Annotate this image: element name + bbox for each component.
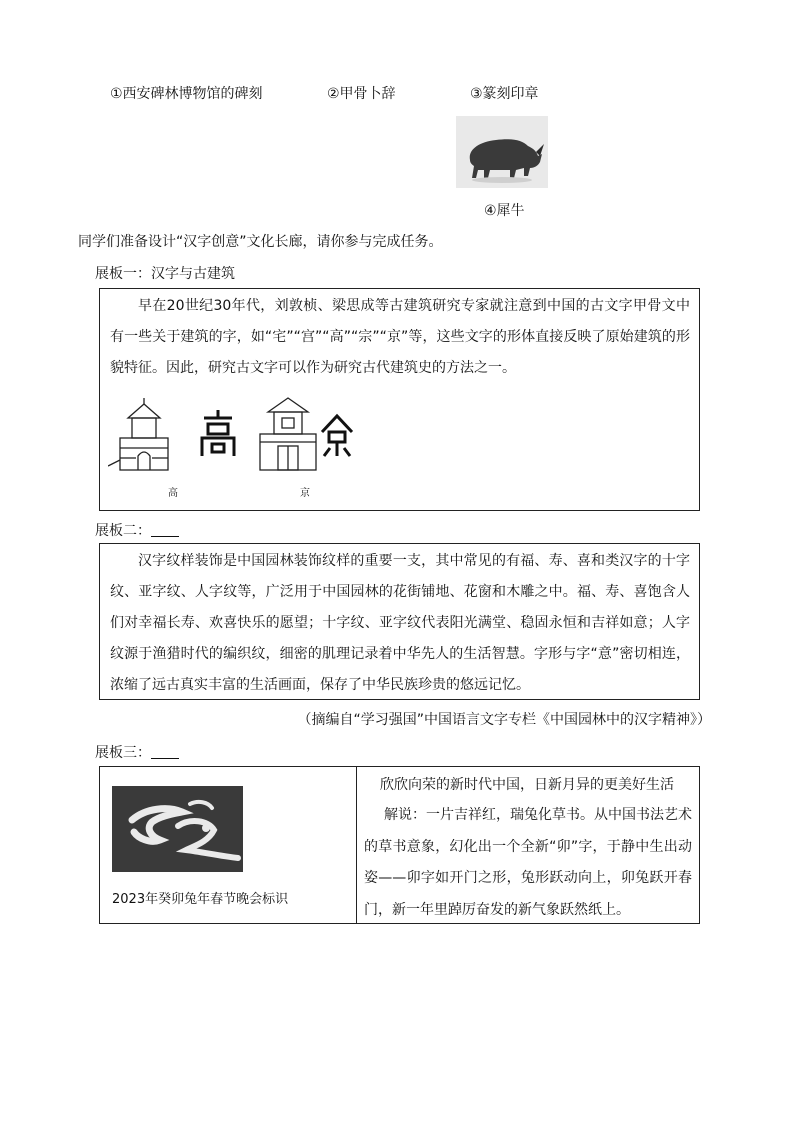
logo-caption: 2023年癸卯兔年春节晚会标识	[112, 892, 289, 907]
board2-source: （摘编自“学习强国”中国语言文字专栏《中国园林中的汉字精神》）	[297, 712, 711, 728]
rhino-image	[456, 116, 548, 188]
caption-item-2: ②甲骨卜辞	[327, 86, 396, 102]
board2-label	[95, 520, 179, 540]
board3-blank[interactable]	[151, 744, 179, 759]
caption-jing: 京	[300, 488, 310, 499]
board1-text: 早在20世纪30年代，刘敦桢、梁思成等古建筑研究专家就注意到中国的古文字甲骨文中有一些关于建筑的字，如“宅”“宫”“高”“宗”“京”等，这些文字的形体直接反映了原始建筑的形貌特征。因此，研究古文字可以作为研究古代建筑史的方法之一。	[110, 298, 690, 376]
board3-label-text: 展板三：	[95, 745, 151, 761]
ancient-building-illustrations	[108, 394, 358, 474]
board3-label	[95, 742, 179, 762]
building-jing-drawing	[260, 398, 316, 470]
board3-divider	[356, 766, 357, 924]
caption-gao: 高	[168, 488, 178, 499]
board3-text: 解说：一片吉祥红，瑞兔化草书。从中国书法艺术的草书意象，幻化出一个全新“卯”字，于静中生出动姿——卯字如开门之形，兔形跃动向上，卯兔跃开春门，新一年里踔厉奋发的新气象跃然纸上。	[364, 807, 692, 918]
board2-text: 汉字纹样装饰是中国园林装饰纹样的重要一支，其中常见的有福、寿、喜和类汉字的十字纹、亚字纹、人字纹等，广泛用于中国园林的花街铺地、花窗和木雕之中。福、寿、喜饱含人们对幸福长寿、欢喜快乐的愿望；十字纹、亚字纹代表阳光满堂、稳固永恒和吉祥如意；人字纹源于渔猎时代的编织纹，细密的肌理记录着中华先人的生活智慧。字形与字“意”密切相连，浓缩了远古真实丰富的生活画面，保存了中华民族珍贵的悠远记忆。	[110, 553, 690, 693]
board3-title: 欣欣向荣的新时代中国，日新月异的更美好生活	[380, 777, 674, 793]
oracle-glyph-jing	[322, 416, 352, 456]
mao-rabbit-logo-icon	[112, 786, 243, 872]
board2-label-text: 展板二：	[95, 523, 151, 539]
oracle-glyph-gao	[202, 410, 234, 456]
spring-gala-logo	[112, 786, 243, 872]
board1-label: 展板一：汉字与古建筑	[95, 266, 235, 282]
caption-item-4: ④犀牛	[484, 203, 525, 219]
caption-item-3: ③篆刻印章	[470, 86, 539, 102]
caption-item-1: ①西安碑林博物馆的碑刻	[110, 86, 263, 102]
task-intro: 同学们准备设计“汉字创意”文化长廊，请你参与完成任务。	[78, 234, 443, 250]
rhino-icon	[456, 116, 548, 188]
building-gao-drawing	[108, 398, 168, 470]
board2-blank[interactable]	[151, 522, 179, 537]
